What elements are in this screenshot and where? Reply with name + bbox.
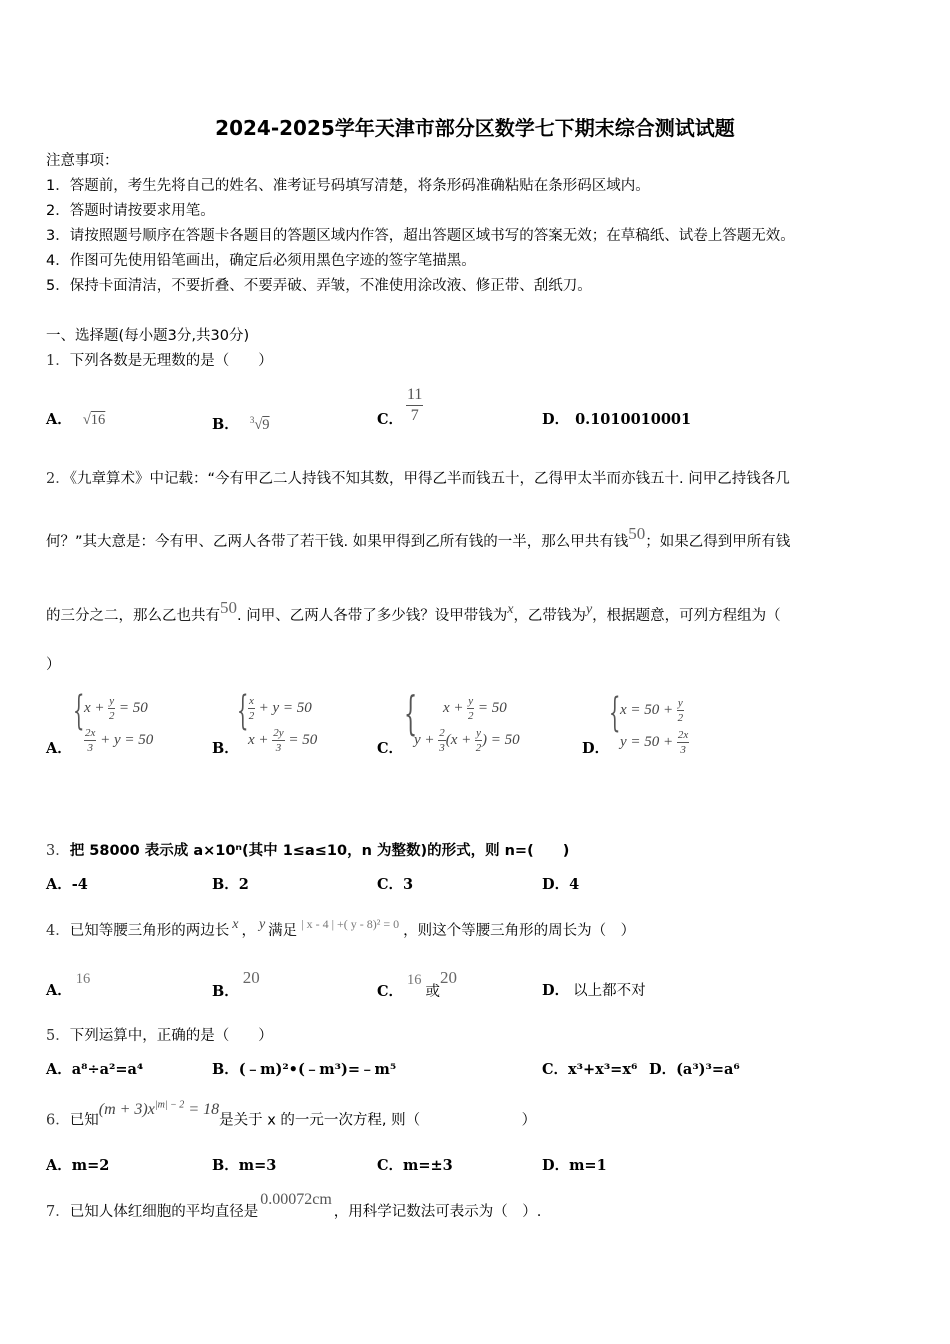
q5-option-a: A．a⁸÷a²=a⁴ (46, 1061, 144, 1078)
notice-heading: 注意事项： (46, 153, 119, 169)
question-stem: 《九章算术》中记载：“今有甲乙二人持钱不知其数，甲得乙半而钱五十，乙得甲太半而亦钱五十. 问甲乙持钱各几 (69, 471, 790, 487)
sqrt-expression: √16 (82, 412, 106, 428)
question-3 (46, 842, 569, 860)
paren-close: ） (46, 657, 61, 673)
expression: $(m + 3)x^{|m| - 2} = 18$ (98, 1100, 220, 1119)
q4-option-a (46, 971, 91, 1000)
text: ，乙带钱为 (513, 608, 586, 624)
option-label: B． (212, 415, 239, 433)
question-stem: 下列各数是无理数的是（ ） (69, 353, 273, 369)
option-label: B． (212, 740, 239, 757)
option-value: 以上都不对 (573, 983, 646, 999)
question-number: 3． (46, 843, 70, 859)
notice-item: 4．作图可先使用铅笔画出，确定后必须用黑色字迹的签字笔描黑。 (46, 253, 476, 269)
question-number: 1． (46, 353, 70, 369)
option-value: 20 (440, 968, 458, 987)
option-value: 16 (75, 971, 91, 987)
option-label: B． (212, 983, 239, 1000)
equation-c1: x + $\frac{y}{2}$ = 50 (443, 695, 507, 722)
section-heading: 一、选择题(每小题3分,共30分) (46, 328, 250, 344)
text: 已知人体红细胞的平均直径是 (69, 1204, 259, 1220)
option-label: D． (582, 740, 610, 757)
page-title: 2024-2025学年天津市部分区数学七下期末综合测试试题 (215, 116, 735, 140)
numerator: 11 (406, 385, 423, 406)
text: ，根据题意，可列方程组为（ (592, 608, 781, 624)
root-index: 3 (249, 415, 255, 425)
inline-value: 0.00072cm (260, 1191, 332, 1208)
question-6 (46, 1100, 537, 1129)
notice-item: 3．请按照题号顺序在答题卡各题目的答题区域内作答，超出答题区域书写的答案无效；在草稿纸、试卷上答题无效。 (46, 228, 795, 244)
inline-number: 50 (220, 598, 237, 617)
notice-item: 1．答题前，考生先将自己的姓名、准考证号码填写清楚，将条形码准确粘贴在条形码区域内。 (46, 178, 650, 194)
q4-option-b (212, 968, 260, 1001)
question-number: 7． (46, 1204, 70, 1220)
q5-option-d: D．(a³)³=a⁶ (649, 1061, 740, 1078)
q3-option-b: B．2 (212, 876, 249, 893)
q3-option-a: A．-4 (46, 876, 88, 893)
option-value: 20 (242, 968, 260, 987)
question-2-line-3 (46, 598, 781, 626)
fraction (406, 385, 423, 426)
option-value: 0.1010010001 (575, 411, 692, 428)
variable-x: x (232, 917, 239, 932)
variable-y: y (585, 602, 593, 617)
question-number: 6． (46, 1112, 70, 1129)
option-value: 16 (407, 972, 422, 988)
text: ， (241, 923, 256, 939)
question-number: 2． (46, 471, 70, 487)
denominator: 7 (410, 407, 419, 424)
question-number: 5． (46, 1028, 70, 1044)
q1-option-b (212, 411, 270, 434)
option-label: D． (542, 982, 570, 999)
equation-d2: y = 50 + $\frac{2x}{3}$ (620, 729, 689, 756)
text: 何？”其大意是：今有甲、乙两人各带了若干钱. 如果甲得到乙所有钱的一半，那么甲共有钱 (46, 534, 629, 550)
question-1 (46, 352, 273, 370)
condition-expression: | x - 4 | +( y - 8)² = 0 (301, 917, 400, 931)
radicand: 16 (90, 412, 106, 428)
option-label: C． (377, 740, 404, 757)
text: 满足 (268, 923, 298, 939)
brace-icon: { (609, 690, 621, 736)
question-7 (46, 1191, 542, 1221)
question-stem: 下列运算中，正确的是（ ） (69, 1028, 273, 1044)
variable-x: x (507, 602, 514, 617)
brace-icon: { (73, 688, 85, 734)
variable-y: y (258, 917, 266, 932)
q3-option-c: C．3 (377, 876, 414, 893)
inline-number: 50 (628, 524, 646, 543)
brace-icon: { (404, 686, 418, 740)
option-label: A． (46, 411, 72, 428)
question-number: 4． (46, 923, 70, 939)
q5-option-b: B．(﹣m)²•(﹣m³)=﹣m⁵ (212, 1061, 397, 1078)
q6-option-a: A．m=2 (46, 1157, 110, 1174)
option-label: D． (542, 411, 570, 428)
option-label: C． (377, 983, 404, 1000)
text: 已知等腰三角形的两边长 (69, 923, 230, 939)
q6-option-c: C．m=±3 (377, 1157, 453, 1174)
question-5 (46, 1027, 273, 1045)
equation-a1: x + $\frac{y}{2}$ = 50 (84, 695, 148, 722)
question-2-line-2 (46, 524, 791, 551)
q6-option-b: B．m=3 (212, 1157, 277, 1174)
option-label: C． (377, 411, 404, 428)
q1-option-c (377, 411, 403, 429)
q1-option-a (46, 411, 105, 429)
option-label: A． (46, 982, 72, 999)
q1-option-d (542, 411, 691, 429)
text: ，用科学记数法可表示为（ ）. (333, 1204, 542, 1220)
equation-d1: x = 50 + $\frac{y}{2}$ (620, 697, 684, 724)
cube-root-expression: $^3$√9 (249, 415, 270, 433)
text: 或 (425, 984, 441, 1000)
q6-option-d: D．m=1 (542, 1157, 607, 1174)
question-4 (46, 917, 636, 941)
q4-option-c (377, 968, 458, 1001)
notice-item: 2．答题时请按要求用笔。 (46, 203, 215, 219)
text: ，则这个等腰三角形的周长为（ ） (403, 923, 636, 939)
equation-b2: x + $\frac{2y}{3}$ = 50 (248, 727, 318, 754)
q5-option-c: C．x³+x³=x⁶ (542, 1061, 638, 1078)
brace-icon: { (237, 688, 249, 734)
radicand: 9 (262, 416, 270, 433)
equation-b1: $\frac{x}{2}$ + y = 50 (248, 695, 312, 722)
question-stem: 把 58000 表示成 a×10ⁿ(其中 1≤a≤10，n 为整数)的形式，则 n=( ) (69, 843, 570, 859)
option-label: A． (46, 740, 72, 757)
text: 的三分之二，那么乙也共有 (46, 608, 220, 624)
text: 是关于 x 的一元一次方程, 则（ ） (219, 1112, 537, 1129)
notice-item: 5．保持卡面清洁，不要折叠、不要弄破、弄皱，不准使用涂改液、修正带、刮纸刀。 (46, 278, 592, 294)
question-2 (46, 470, 790, 488)
text: 已知 (69, 1112, 99, 1129)
q4-option-d (542, 982, 646, 1000)
text: ；如果乙得到甲所有钱 (645, 534, 791, 550)
text: . 问甲、乙两人各带了多少钱？设甲带钱为 (237, 608, 508, 624)
equation-c2: y + $\frac{2}{3}$ (x + $\frac{y}{2}$ ) = 50 (414, 727, 520, 754)
q3-option-d: D．4 (542, 876, 580, 893)
equation-a2: $\frac{2x}{3}$ + y = 50 (85, 727, 154, 754)
